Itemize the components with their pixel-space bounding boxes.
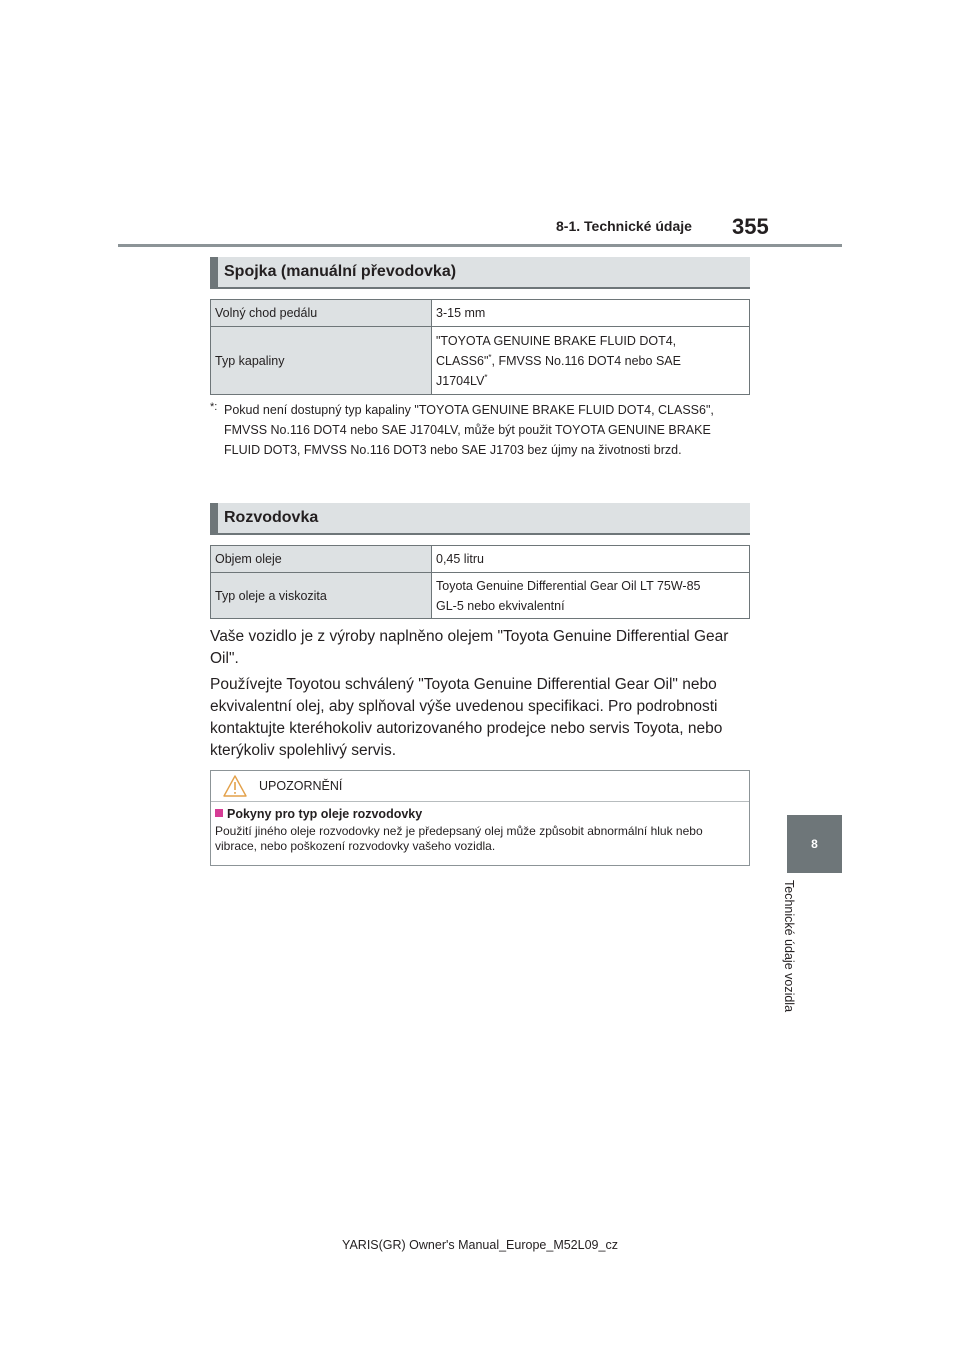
chapter-tab: 8 <box>787 815 842 873</box>
warning-triangle-icon <box>223 775 247 797</box>
footnote-mark: * <box>484 372 488 382</box>
value-line: "TOYOTA GENUINE BRAKE FLUID DOT4, <box>436 333 677 348</box>
body-paragraph: Vaše vozidlo je z výroby naplněno olejem "Toyota Genuine Differential Gear Oil". <box>210 628 729 667</box>
table-cell-value: 0,45 litru <box>432 546 750 573</box>
footnote-mark: * <box>488 352 492 362</box>
caution-title: UPOZORNĚNÍ <box>259 779 343 793</box>
caution-header <box>211 771 749 802</box>
section-bar-accent <box>210 503 218 535</box>
section-title: Rozvodovka <box>224 509 319 526</box>
section-heading: 8-1. Technické údaje <box>556 218 692 234</box>
table-cell-value <box>432 573 750 619</box>
transfer-spec-table <box>210 545 750 619</box>
caution-box <box>210 770 750 866</box>
caution-text: Použití jiného oleje rozvodovky než je předepsaný olej může způsobit abnormální hluk nebo vibrace, nebo poškození rozvodovky vašeho vozidla. <box>215 824 703 853</box>
section-bar-transfer <box>210 503 750 535</box>
value-line: Toyota Genuine Differential Gear Oil LT 75W-85 <box>436 578 701 593</box>
footer-text: YARIS(GR) Owner's Manual_Europe_M52L09_cz <box>342 1238 618 1252</box>
footnote-marker: *: <box>210 401 218 413</box>
section-title: Spojka (manuální převodovka) <box>224 263 457 280</box>
chapter-label <box>782 880 806 1060</box>
header-rule <box>118 244 842 247</box>
footnote <box>210 400 750 460</box>
chapter-label-text: Technické údaje vozidla <box>782 880 796 1013</box>
table-row <box>211 300 750 327</box>
page-number: 355 <box>732 214 769 239</box>
bullet-square-icon <box>215 809 223 817</box>
value-line: J1704LV* <box>436 372 488 388</box>
table-cell-label: Typ kapaliny <box>211 327 432 395</box>
value-line: CLASS6"*, FMVSS No.116 DOT4 nebo SAE <box>436 352 681 368</box>
value-line: GL-5 nebo ekvivalentní <box>436 598 565 613</box>
table-row <box>211 546 750 573</box>
footnote-text: Pokud není dostupný typ kapaliny "TOYOTA GENUINE BRAKE FLUID DOT4, CLASS6", FMVSS No.116 DOT4 nebo SAE J1704LV, může být použit TOYOTA GENUINE BRAKE FLUID DOT3, FMVSS No.116 DOT3 nebo SAE J1703 bez újmy na životnosti brzd. <box>224 403 714 457</box>
table-row <box>211 327 750 395</box>
table-cell-label: Objem oleje <box>211 546 432 573</box>
clutch-spec-table <box>210 299 750 395</box>
table-cell-label: Typ oleje a viskozita <box>211 573 432 619</box>
body-paragraph: Používejte Toyotou schválený "Toyota Genuine Differential Gear Oil" nebo ekvivalentní olej, aby splňoval výše uvedenou specifikaci. Pro podrobnosti kontaktujte kteréhokoliv autorizovaného prodejce nebo servis Toyota, nebo kterýkoliv spolehlivý servis. <box>210 676 723 759</box>
section-bar-accent <box>210 257 218 289</box>
table-cell-label: Volný chod pedálu <box>211 300 432 327</box>
table-row <box>211 573 750 619</box>
caution-subtitle: Pokyny pro typ oleje rozvodovky <box>215 807 422 821</box>
section-bar-clutch <box>210 257 750 289</box>
table-cell-value: 3-15 mm <box>432 300 750 327</box>
table-cell-value <box>432 327 750 395</box>
